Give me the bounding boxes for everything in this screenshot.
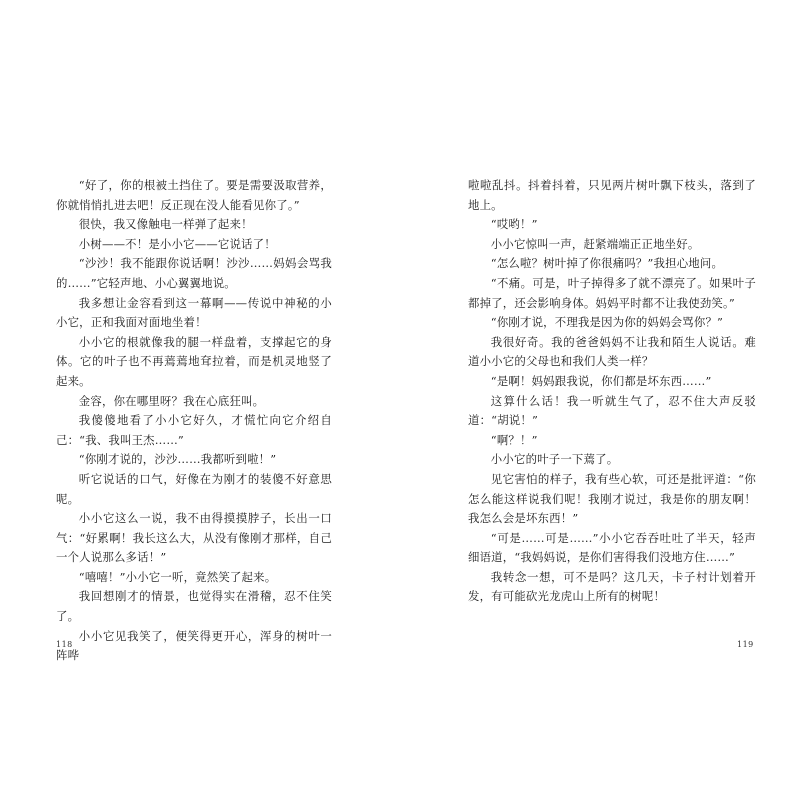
paragraph: “你刚才说，不理我是因为你的妈妈会骂你？” xyxy=(490,315,724,330)
paragraph: 见它害怕的样子，我有些心软，可还是批评道：“你怎么能这样说我们呢！我刚才说过，我是你的朋友啊！我怎么会是坏东西！” xyxy=(468,471,756,526)
paragraph: “不痛。可是，叶子掉得多了就不漂亮了。如果叶子都掉了，还会影响身体。妈妈平时都不让我使劲笑。” xyxy=(468,275,756,310)
paragraph: “可是……可是……”小小它吞吞吐吐了半天，轻声细语道，“我妈妈说，是你们害得我们没地方住……” xyxy=(468,530,756,565)
paragraph: 小小它的根就像我的腿一样盘着，支撑起它的身体。它的叶子也不再蔫蔫地耷拉着，而是机灵地竖了起来。 xyxy=(56,334,332,388)
paragraph: 我多想让金容看到这一幕啊——传说中神秘的小小它，正和我面对面地坐着！ xyxy=(56,295,332,330)
paragraph-continued: 啦啦乱抖。抖着抖着，只见两片树叶飘下枝头，落到了地上。 xyxy=(468,178,756,212)
paragraph: 我转念一想，可不是吗？这几天，卡子村计划着开发，有可能砍光龙虎山上所有的树呢！ xyxy=(468,569,756,604)
paragraph: “啊？！” xyxy=(490,432,538,447)
paragraph: 小小它见我笑了，便笑得更开心，浑身的树叶一阵哗 xyxy=(56,628,332,663)
paragraph: 听它说话的口气，好像在为刚才的装傻不好意思呢。 xyxy=(56,471,332,506)
right-page xyxy=(468,176,756,607)
paragraph: 我傻傻地看了小小它好久，才慌忙向它介绍自己：“我、我叫王杰……” xyxy=(56,413,332,447)
page-number-right: 119 xyxy=(737,640,754,649)
paragraph: “好了，你的根被土挡住了。要是需要汲取营养，你就悄悄扎进去吧！反正现在没人能看见你了。” xyxy=(56,178,332,212)
paragraph: 金容，你在哪里呀？我在心底狂叫。 xyxy=(78,393,265,408)
paragraph: “嘻嘻！”小小它一听，竟然笑了起来。 xyxy=(78,569,277,584)
paragraph: “怎么啦？树叶掉了你很痛吗？”我担心地问。 xyxy=(490,256,724,271)
page-number-left: 118 xyxy=(56,640,73,649)
paragraph: 小小它的叶子一下蔫了。 xyxy=(490,452,619,467)
paragraph: “是啊！妈妈跟我说，你们都是坏东西……” xyxy=(490,373,712,388)
paragraph: 小小它这么一说，我不由得摸摸脖子，长出一口气：“好累啊！我长这么大，从没有像刚才那样，自己一个人说那么多话！” xyxy=(56,511,332,565)
paragraph: 小小它惊叫一声，赶紧端端正正地坐好。 xyxy=(490,236,700,251)
paragraph: “沙沙！我不能跟你说话啊！沙沙……妈妈会骂我的……”它轻声地、小心翼翼地说。 xyxy=(56,256,332,290)
paragraph: 我回想刚才的情景，也觉得实在滑稽，忍不住笑了。 xyxy=(56,589,332,624)
left-page xyxy=(56,176,332,666)
paragraph: “哎哟！” xyxy=(490,217,538,232)
paragraph: 很快，我又像触电一样弹了起来！ xyxy=(78,217,253,232)
paragraph: 小树——不！是小小它——它说话了！ xyxy=(78,236,276,251)
paragraph: 我很好奇。我的爸爸妈妈不让我和陌生人说话。难道小小它的父母也和我们人类一样？ xyxy=(468,334,756,369)
paragraph: “你刚才说的，沙沙……我都听到啦！” xyxy=(78,452,277,467)
paragraph: 这算什么话！我一听就生气了，忍不住大声反驳道：“胡说！” xyxy=(468,393,756,428)
